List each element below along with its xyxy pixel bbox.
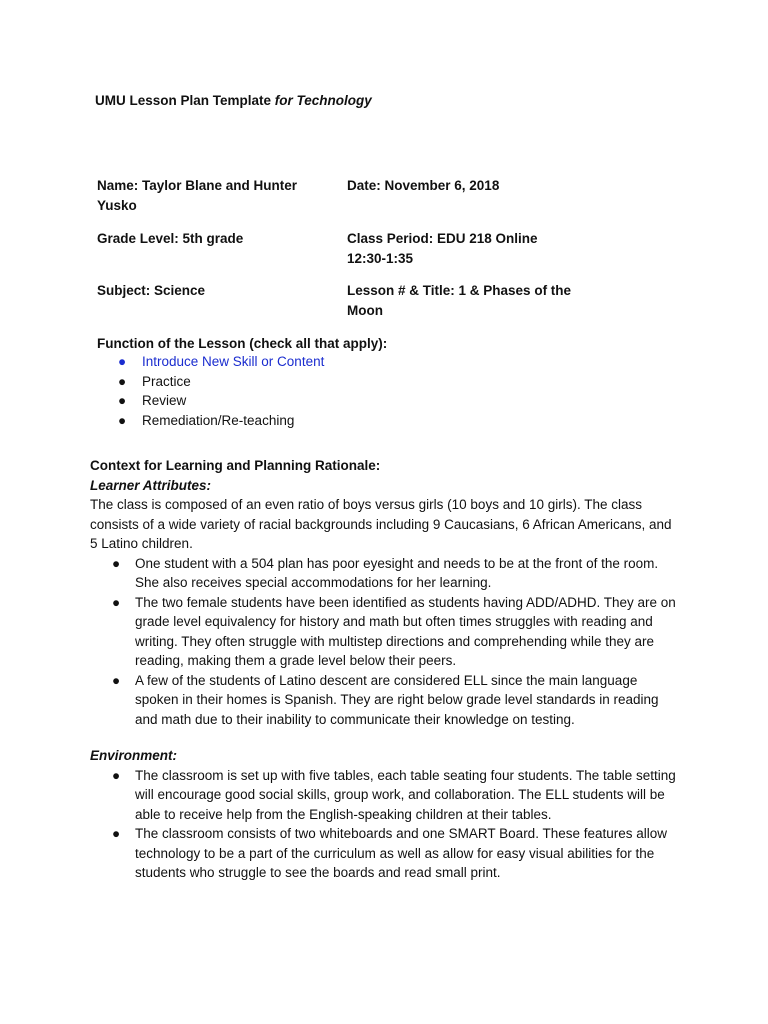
function-list bbox=[118, 352, 324, 430]
list-item: ● The classroom consists of two whiteboards and one SMART Board. These features allow technology to be a part of the curriculum as well as allow for easy visual abilities for the students who struggle to see the boards and read small print. bbox=[112, 826, 668, 880]
list-item: ● One student with a 504 plan has poor eyesight and needs to be at the front of the room. She also receives special accommodations for her learning. bbox=[112, 555, 659, 590]
bullet-icon: ● bbox=[118, 373, 127, 389]
date-field: Date: November 6, 2018 bbox=[347, 178, 500, 193]
environment-bullet-list bbox=[90, 766, 680, 883]
page-title bbox=[95, 93, 372, 108]
bullet-icon: ● bbox=[112, 555, 121, 571]
lesson-title-field: Lesson # & Title: 1 & Phases of the Moon bbox=[347, 283, 572, 318]
bullet-icon: ● bbox=[112, 767, 121, 783]
function-item-introduce: ● Introduce New Skill or Content bbox=[118, 352, 324, 372]
environment-section bbox=[90, 746, 680, 883]
list-item: ● The classroom is set up with five tables, each table seating four students. The table setting will encourage good social skills, group work, and collaboration. The ELL students will be able to receive help from the English-speaking children at their tables. bbox=[112, 767, 676, 822]
function-item-practice: ● Practice bbox=[118, 372, 324, 392]
grade-level-field: Grade Level: 5th grade bbox=[97, 231, 244, 246]
bullet-icon: ● bbox=[118, 393, 127, 408]
bullet-icon: ● bbox=[112, 826, 121, 841]
context-section bbox=[90, 456, 680, 729]
learner-bullet-list bbox=[90, 554, 680, 730]
name-field: Name: Taylor Blane and Hunter Yusko bbox=[97, 178, 298, 213]
subject-field: Subject: Science bbox=[97, 283, 206, 298]
environment-heading: Environment: bbox=[90, 748, 178, 763]
class-period-field: Class Period: EDU 218 Online 12:30-1:35 bbox=[347, 231, 538, 266]
learner-attributes-heading: Learner Attributes: bbox=[90, 477, 212, 493]
function-heading: Function of the Lesson (check all that apply): bbox=[97, 336, 388, 351]
function-item-remediation: ● Remediation/Re-teaching bbox=[118, 411, 324, 431]
bullet-icon: ● bbox=[112, 672, 121, 688]
list-item: ● A few of the students of Latino descent are considered ELL since the main language spoken in their homes is Spanish. They are right below grade level standards in reading and math due to their inability to communicate their knowledge on testing. bbox=[112, 672, 659, 727]
title-italic: for Technology bbox=[274, 93, 372, 108]
function-item-review: ● Review bbox=[118, 391, 324, 411]
bullet-icon: ● bbox=[118, 412, 127, 428]
learner-intro: The class is composed of an even ratio of boys versus girls (10 boys and 10 girls). The class consists of a wide variety of racial backgrounds including 9 Caucasians, 6 African Americans, and 5 Latino children. bbox=[90, 497, 672, 551]
list-item: ● The two female students have been identified as students having ADD/ADHD. They are on grade level equivalency for history and math but often times struggles with reading and writing. They often struggle with multistep directions and comprehending while they are reading, making them a grade level below their peers. bbox=[112, 594, 676, 668]
bullet-icon: ● bbox=[118, 354, 127, 369]
title-main: UMU Lesson Plan Template bbox=[95, 93, 275, 108]
bullet-icon: ● bbox=[112, 594, 121, 610]
context-heading: Context for Learning and Planning Rationale: bbox=[90, 458, 381, 473]
